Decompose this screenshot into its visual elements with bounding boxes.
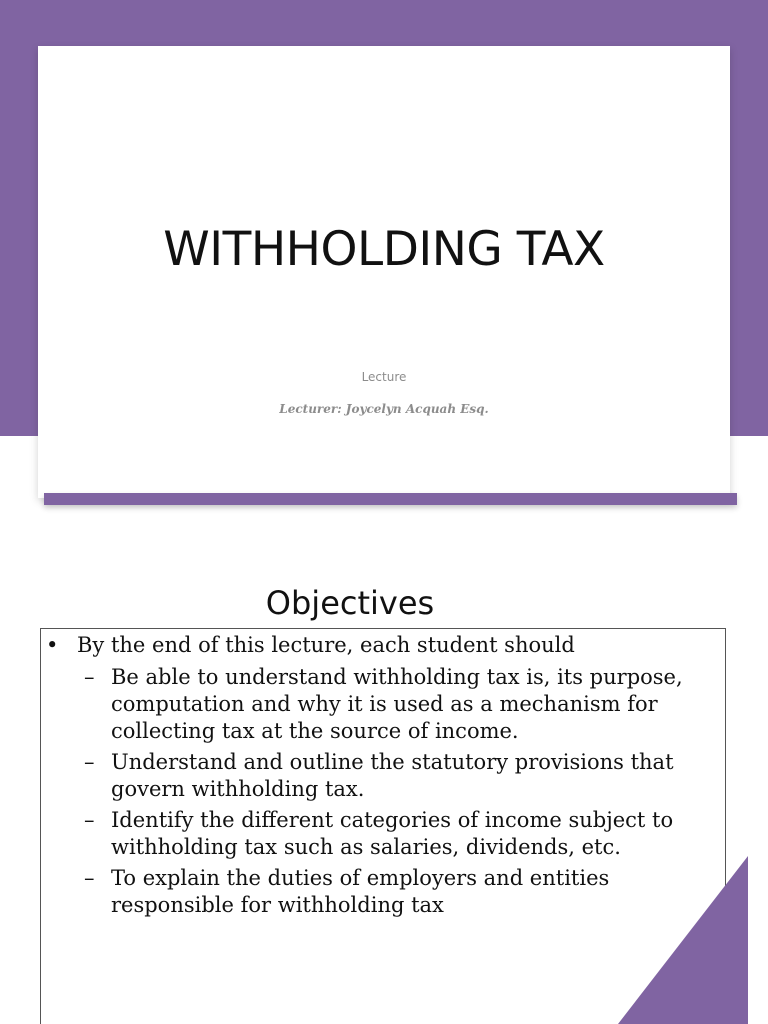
bullet-icon: • <box>46 633 59 657</box>
objectives-sub-list <box>84 664 724 923</box>
dash-icon: – <box>84 750 95 774</box>
slide-subtitle: Lecture <box>361 370 407 384</box>
list-item <box>84 807 724 861</box>
slide-title: WITHHOLDING TAX <box>163 222 605 277</box>
list-item-text: To explain the duties of employers and entities responsible for withholding tax <box>111 866 610 917</box>
title-slide-accent-bar <box>44 493 737 505</box>
list-item-text: Understand and outline the statutory provisions that govern withholding tax. <box>111 750 674 801</box>
list-item <box>84 664 724 745</box>
dash-icon: – <box>84 866 95 890</box>
main-bullet-text: By the end of this lecture, each student should <box>77 633 575 657</box>
dash-icon: – <box>84 808 95 832</box>
list-item <box>84 749 724 803</box>
dash-icon: – <box>84 665 95 689</box>
list-item <box>84 865 724 919</box>
list-item-text: Identify the different categories of income subject to withholding tax such as salaries, dividends, etc. <box>111 808 674 859</box>
title-slide <box>38 46 730 498</box>
lecturer-name: Lecturer: Joycelyn Acquah Esq. <box>279 402 489 416</box>
objectives-title: Objectives <box>265 584 435 622</box>
list-item-text: Be able to understand withholding tax is, its purpose, computation and why it is used as a mechanism for collecting tax at the source of income. <box>111 665 683 743</box>
main-bullet <box>46 632 726 659</box>
